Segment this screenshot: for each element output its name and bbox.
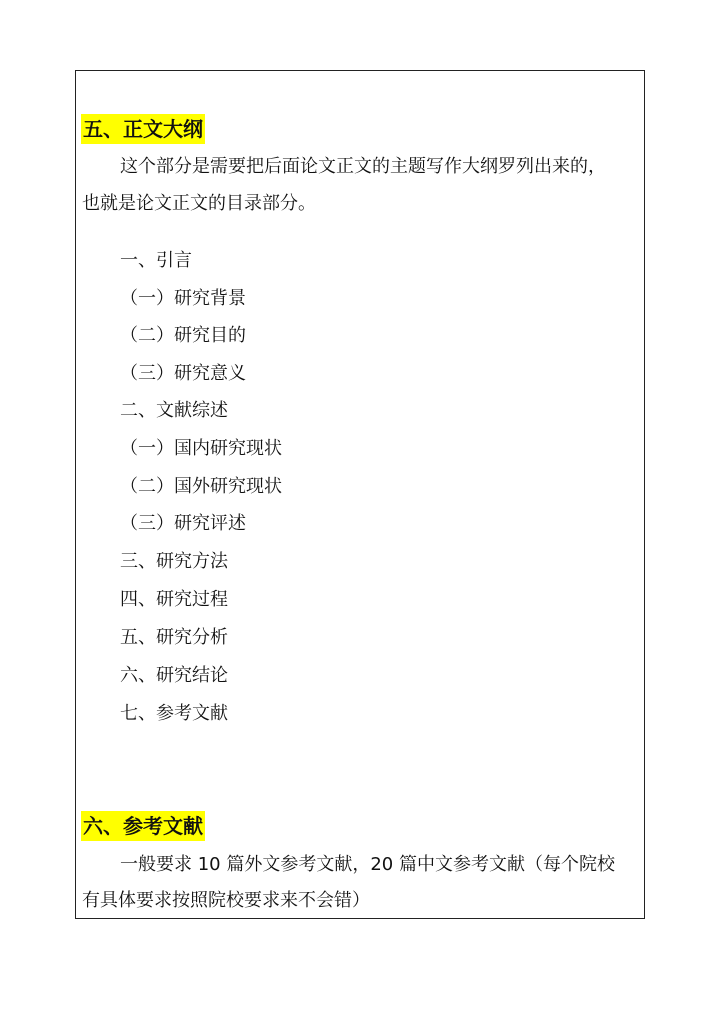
section-5-heading: 五、正文大纲: [81, 114, 205, 144]
section-6-heading: 六、参考文献: [81, 811, 205, 841]
outline-item: （二）国外研究现状: [120, 476, 282, 497]
outline-item: 四、研究过程: [120, 589, 228, 610]
section-6-paragraph-line-1: 一般要求 10 篇外文参考文献，20 篇中文参考文献（每个院校: [120, 854, 615, 875]
outline-item: 七、参考文献: [120, 703, 228, 724]
outline-item: （二）研究目的: [120, 325, 246, 346]
outline-item: 六、研究结论: [120, 665, 228, 686]
outline-item: （三）研究评述: [120, 513, 246, 534]
section-5-paragraph-line-2: 也就是论文正文的目录部分。: [82, 193, 316, 214]
outline-item: （一）研究背景: [120, 288, 246, 309]
outline-item: （三）研究意义: [120, 363, 246, 384]
section-6-paragraph-line-2: 有具体要求按照院校要求来不会错）: [82, 890, 370, 911]
outline-item: 二、文献综述: [120, 400, 228, 421]
outline-item: 五、研究分析: [120, 627, 228, 648]
outline-item: 一、引言: [120, 250, 192, 271]
outline-item: （一）国内研究现状: [120, 438, 282, 459]
outline-item: 三、研究方法: [120, 551, 228, 572]
section-5-paragraph-line-1: 这个部分是需要把后面论文正文的主题写作大纲罗列出来的，: [120, 156, 606, 177]
